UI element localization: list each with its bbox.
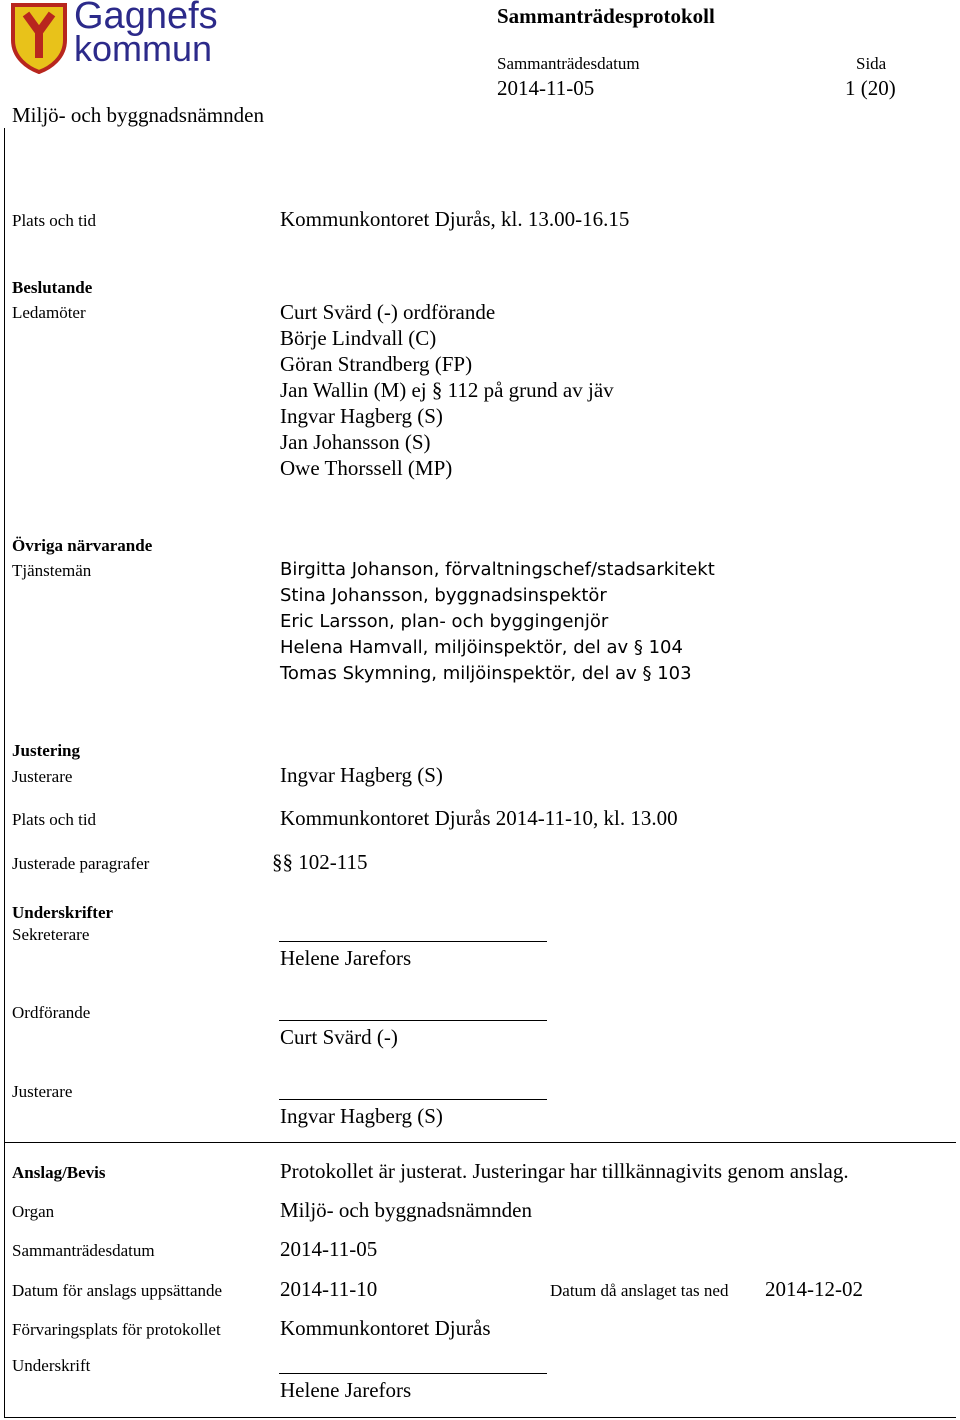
chair-label: Ordförande	[12, 1003, 91, 1022]
posted-date-value: 2014-11-10	[280, 1277, 378, 1301]
official-item: Birgitta Johanson, förvaltningschef/stadsarkitekt	[280, 559, 715, 580]
logo-text-kommun: kommun	[74, 28, 213, 69]
notice-bottom-border	[4, 1417, 956, 1418]
place-time-value: Kommunkontoret Djurås, kl. 13.00-16.15	[280, 207, 630, 231]
organ-label: Organ	[12, 1202, 55, 1221]
adjustment-place-value: Kommunkontoret Djurås 2014-11-10, kl. 13.00	[280, 806, 678, 830]
coat-of-arms-icon	[10, 2, 68, 74]
member-item: Owe Thorssell (MP)	[280, 456, 453, 480]
adjuster-signature-line	[279, 1099, 547, 1100]
official-item: Stina Johansson, byggnadsinspektör	[280, 585, 607, 606]
adjustment-heading: Justering	[12, 741, 80, 760]
officials-label: Tjänstemän	[12, 561, 92, 580]
document-title: Sammanträdesprotokoll	[497, 4, 715, 28]
adjustment-place-label: Plats och tid	[12, 810, 97, 829]
committee-name: Miljö- och byggnadsnämnden	[12, 103, 264, 127]
municipality-logo	[10, 2, 68, 74]
official-item: Tomas Skymning, miljöinspektör, del av § 103	[280, 663, 692, 684]
notice-top-border	[4, 1142, 956, 1143]
notice-statement: Protokollet är justerat. Justeringar har tillkännagivits genom anslag.	[280, 1159, 849, 1183]
secretary-signature-line	[279, 941, 547, 942]
form-left-border	[4, 128, 5, 1418]
notice-meeting-date-value: 2014-11-05	[280, 1237, 378, 1261]
place-time-label: Plats och tid	[12, 211, 97, 230]
posted-date-label: Datum för anslags uppsättande	[12, 1281, 223, 1300]
signature-adjuster-name: Ingvar Hagberg (S)	[280, 1104, 443, 1128]
page-label: Sida	[856, 54, 887, 73]
removed-date-value: 2014-12-02	[765, 1277, 863, 1301]
removed-date-label: Datum då anslaget tas ned	[550, 1281, 729, 1300]
signatures-heading: Underskrifter	[12, 903, 114, 922]
adjuster-value: Ingvar Hagberg (S)	[280, 763, 443, 787]
member-item: Jan Wallin (M) ej § 112 på grund av jäv	[280, 378, 614, 402]
logo-text-gagnefs: Gagnefs	[74, 0, 218, 37]
notice-signature-name: Helene Jarefors	[280, 1378, 412, 1402]
paragraphs-value: §§ 102-115	[272, 850, 368, 874]
notice-signature-line	[279, 1373, 547, 1374]
notice-meeting-date-label: Sammanträdesdatum	[12, 1241, 155, 1260]
header-date-value: 2014-11-05	[497, 76, 595, 100]
member-item: Göran Strandberg (FP)	[280, 352, 473, 376]
signature-adjuster-label: Justerare	[12, 1082, 73, 1101]
member-item: Ingvar Hagberg (S)	[280, 404, 443, 428]
official-item: Helena Hamvall, miljöinspektör, del av § 104	[280, 637, 683, 658]
notice-heading: Anslag/Bevis	[12, 1163, 106, 1182]
organ-value: Miljö- och byggnadsnämnden	[280, 1198, 532, 1222]
official-item: Eric Larsson, plan- och byggingenjör	[280, 611, 609, 632]
chair-signature-line	[279, 1020, 547, 1021]
members-label: Ledamöter	[12, 303, 86, 322]
secretary-name: Helene Jarefors	[280, 946, 412, 970]
officials-list	[280, 557, 715, 687]
storage-value: Kommunkontoret Djurås	[280, 1316, 491, 1340]
notice-signature-label: Underskrift	[12, 1356, 91, 1375]
member-item: Jan Johansson (S)	[280, 430, 431, 454]
adjuster-label: Justerare	[12, 767, 73, 786]
chair-name: Curt Svärd (-)	[280, 1025, 398, 1049]
member-item: Börje Lindvall (C)	[280, 326, 437, 350]
members-list	[280, 299, 614, 481]
header-date-label: Sammanträdesdatum	[497, 54, 640, 73]
others-heading: Övriga närvarande	[12, 536, 153, 555]
page-number: 1 (20)	[845, 76, 896, 100]
storage-label: Förvaringsplats för protokollet	[12, 1320, 221, 1339]
secretary-label: Sekreterare	[12, 925, 90, 944]
member-item: Curt Svärd (-) ordförande	[280, 300, 496, 324]
paragraphs-label: Justerade paragrafer	[12, 854, 150, 873]
deciding-heading: Beslutande	[12, 278, 93, 297]
